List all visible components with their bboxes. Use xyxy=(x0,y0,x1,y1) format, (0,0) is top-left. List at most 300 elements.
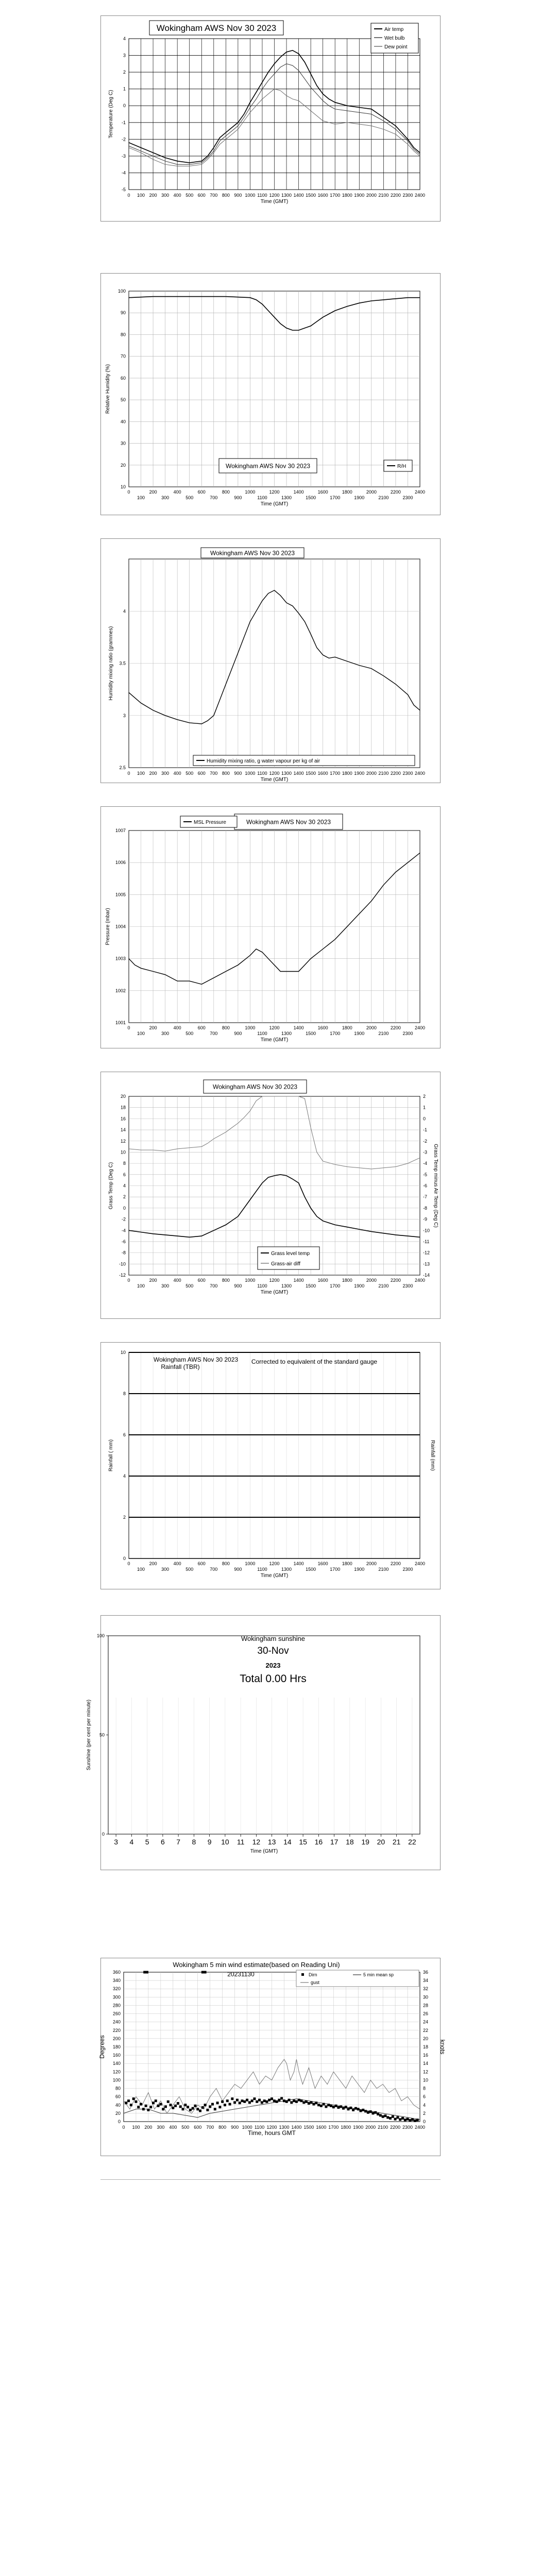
direction-point xyxy=(312,2103,315,2106)
x-tick-label: 1600 xyxy=(317,1278,328,1283)
x-tick-label: 400 xyxy=(173,1278,181,1283)
y-tick-label: 1 xyxy=(123,86,126,92)
direction-point xyxy=(354,2107,357,2110)
x-tick-label: 16 xyxy=(314,1838,323,1846)
x-tick-label: 2100 xyxy=(378,495,389,500)
direction-point xyxy=(147,2109,149,2111)
x-tick-label: 0 xyxy=(127,489,130,495)
direction-point xyxy=(357,2108,360,2110)
x-tick-label: 1200 xyxy=(269,1025,280,1030)
x-tick-label: 1700 xyxy=(330,193,341,198)
y-tick-label: 1005 xyxy=(115,892,126,897)
y-tick-label: 260 xyxy=(112,2011,121,2016)
x-tick-label: 9 xyxy=(207,1838,212,1846)
x-axis-label: Time (GMT) xyxy=(260,777,289,783)
x-tick-label: 100 xyxy=(132,2125,140,2130)
x-tick-label: 800 xyxy=(222,193,230,198)
x-tick-label: 1200 xyxy=(269,771,280,776)
direction-point xyxy=(239,2102,241,2104)
direction-point xyxy=(340,2106,342,2108)
x-tick-label: 1000 xyxy=(245,1561,256,1566)
y-tick-label-right: 2 xyxy=(423,2110,426,2116)
x-tick-label: 1700 xyxy=(330,1283,341,1289)
y-tick-label: 12 xyxy=(120,1138,126,1144)
y-tick-label: 6 xyxy=(123,1432,126,1437)
x-tick-label: 100 xyxy=(137,1031,145,1036)
direction-point xyxy=(300,2099,303,2102)
y-tick-label: 8 xyxy=(123,1161,126,1166)
direction-point xyxy=(295,2100,298,2103)
y-tick-label: 20 xyxy=(120,462,126,468)
x-axis-label: Time (GMT) xyxy=(260,1290,289,1295)
y-tick-label-right: 10 xyxy=(423,2077,429,2083)
direction-point xyxy=(325,2106,327,2108)
x-tick-label: 1700 xyxy=(330,771,341,776)
direction-point xyxy=(399,2118,401,2121)
y-tick-label: 280 xyxy=(112,2003,121,2008)
x-tick-label: 200 xyxy=(144,2125,153,2130)
y-tick-label-right: -9 xyxy=(423,1216,428,1222)
x-tick-label: 700 xyxy=(210,1567,218,1572)
x-tick-label: 1400 xyxy=(293,1025,304,1030)
y-axis-label: Relative Humidity (%) xyxy=(105,364,111,414)
x-tick-label: 6 xyxy=(160,1838,165,1846)
legend-label: Grass level temp xyxy=(271,1251,310,1257)
x-tick-label: 300 xyxy=(161,1283,170,1289)
direction-point xyxy=(360,2110,362,2112)
x-tick-label: 2000 xyxy=(366,489,377,495)
x-tick-label: 1600 xyxy=(317,771,328,776)
direction-point xyxy=(187,2106,189,2108)
direction-point xyxy=(278,2099,280,2102)
direction-point xyxy=(401,2117,404,2120)
x-tick-label: 2300 xyxy=(402,2125,413,2130)
x-tick-label: 17 xyxy=(330,1838,339,1846)
x-tick-label: 1500 xyxy=(306,1031,316,1036)
x-tick-label: 500 xyxy=(185,495,194,500)
legend-label: gust xyxy=(311,1980,320,1985)
direction-point xyxy=(192,2107,194,2110)
x-tick-label: 100 xyxy=(137,193,145,198)
y-tick-label-right: -5 xyxy=(423,1172,428,1177)
y-axis-label: Temperature (Deg C) xyxy=(108,90,114,139)
direction-point xyxy=(352,2109,354,2111)
y-tick-label-right: -6 xyxy=(423,1183,428,1189)
x-tick-label: 500 xyxy=(185,193,194,198)
chart-title: Wokingham AWS Nov 30 2023 xyxy=(246,818,331,826)
x-tick-label: 600 xyxy=(197,193,206,198)
x-tick-label: 100 xyxy=(137,1283,145,1289)
y-tick-label: 30 xyxy=(120,440,126,446)
x-tick-label: 700 xyxy=(210,1031,218,1036)
y-tick-label-right: 24 xyxy=(423,2019,429,2025)
x-tick-label: 2400 xyxy=(414,1561,426,1566)
direction-point xyxy=(302,2101,305,2104)
legend-label: 5 min mean sp xyxy=(363,1972,394,1977)
direction-point xyxy=(125,2102,127,2104)
x-tick-label: 1600 xyxy=(317,1561,328,1566)
y-tick-label: 14 xyxy=(120,1127,126,1133)
y-tick-label: 160 xyxy=(112,2053,121,2058)
x-tick-label: 2100 xyxy=(378,2125,388,2130)
x-tick-label: 1800 xyxy=(342,489,352,495)
y-tick-label: -12 xyxy=(119,1273,126,1278)
x-tick-label: 1200 xyxy=(269,193,280,198)
x-tick-label: 15 xyxy=(299,1838,307,1846)
direction-point xyxy=(330,2105,332,2107)
direction-point xyxy=(145,2105,147,2107)
direction-point xyxy=(305,2100,308,2103)
y-tick-label: 0 xyxy=(123,103,126,109)
y-tick-label-right: -7 xyxy=(423,1194,428,1200)
y-tick-label: 80 xyxy=(120,332,126,337)
x-tick-label: 500 xyxy=(181,2125,190,2130)
x-tick-label: 1900 xyxy=(354,1031,365,1036)
y-tick-label: 3 xyxy=(123,713,126,718)
y-tick-label-right: -12 xyxy=(423,1250,430,1256)
y-tick-label-right: -14 xyxy=(423,1273,430,1278)
direction-point xyxy=(364,2110,367,2112)
direction-point xyxy=(143,1971,146,1974)
x-tick-label: 1600 xyxy=(317,193,328,198)
chart-title: Wokingham sunshine xyxy=(241,1635,306,1642)
y-tick-label-right: -4 xyxy=(423,1161,428,1166)
direction-point xyxy=(298,2099,300,2102)
y-tick-label-right: 14 xyxy=(423,2061,429,2066)
y-tick-label: -5 xyxy=(121,187,126,192)
y-tick-label: -8 xyxy=(121,1250,126,1256)
direction-point xyxy=(283,2099,285,2102)
y-tick-label-right: 18 xyxy=(423,2044,429,2049)
direction-point xyxy=(386,2116,389,2119)
direction-point xyxy=(172,2107,174,2109)
y-tick-label-right: 36 xyxy=(423,1970,429,1975)
x-tick-label: 300 xyxy=(161,1031,170,1036)
x-axis-label: Time (GMT) xyxy=(260,199,289,205)
direction-point xyxy=(233,2101,236,2104)
x-tick-label: 300 xyxy=(161,771,170,776)
direction-point xyxy=(164,2106,167,2108)
chart-title: Wokingham 5 min wind estimate(based on Reading Uni) xyxy=(173,1961,340,1969)
direction-point xyxy=(224,2104,226,2106)
x-tick-label: 1500 xyxy=(306,193,316,198)
direction-point xyxy=(149,2106,152,2108)
y-tick-label-right: 30 xyxy=(423,1994,429,2000)
direction-point xyxy=(194,2105,196,2107)
x-tick-label: 1300 xyxy=(281,193,292,198)
x-tick-label: 300 xyxy=(157,2125,165,2130)
direction-point xyxy=(159,2103,162,2106)
x-tick-label: 1100 xyxy=(257,1031,267,1036)
x-tick-label: 1200 xyxy=(269,1561,280,1566)
y-tick-label-right: -8 xyxy=(423,1205,428,1211)
x-tick-label: 900 xyxy=(234,1031,242,1036)
direction-point xyxy=(137,2106,140,2108)
y-tick-label: 70 xyxy=(120,353,126,359)
x-tick-label: 200 xyxy=(149,193,157,198)
direction-point xyxy=(263,2099,266,2102)
x-tick-label: 2400 xyxy=(414,1025,426,1030)
y-tick-label-right: 28 xyxy=(423,2003,429,2008)
y-tick-label: 4 xyxy=(123,608,126,614)
x-tick-label: 400 xyxy=(173,489,181,495)
direction-point xyxy=(323,2103,325,2106)
direction-point xyxy=(371,2112,374,2114)
direction-point xyxy=(261,2101,263,2104)
direction-point xyxy=(214,2108,216,2110)
x-tick-label: 2000 xyxy=(366,771,377,776)
direction-point xyxy=(231,2097,233,2100)
y-tick-label-right: 32 xyxy=(423,1986,429,1992)
y-tick-label-right: -1 xyxy=(423,1127,428,1133)
y-tick-label: 18 xyxy=(120,1105,126,1110)
y-tick-label: -4 xyxy=(121,1228,126,1233)
y-tick-label: 240 xyxy=(112,2019,121,2025)
direction-point xyxy=(162,2108,164,2110)
x-tick-label: 1200 xyxy=(266,2125,277,2130)
y-tick-label: 90 xyxy=(120,310,126,316)
x-tick-label: 1100 xyxy=(254,2125,265,2130)
x-tick-label: 1400 xyxy=(293,489,304,495)
y-tick-label: 120 xyxy=(112,2069,121,2075)
x-tick-label: 1300 xyxy=(281,1567,292,1572)
direction-point xyxy=(332,2106,335,2108)
x-tick-label: 1900 xyxy=(353,2125,364,2130)
y-tick-label: 180 xyxy=(112,2044,121,2049)
x-tick-label: 600 xyxy=(197,771,206,776)
chart-title: Wokingham AWS Nov 30 2023 xyxy=(212,1083,298,1091)
direction-point xyxy=(201,1971,204,1974)
x-tick-label: 2300 xyxy=(402,1567,413,1572)
x-tick-label: 1900 xyxy=(354,1567,365,1572)
y-axis-label: Pressure (mbar) xyxy=(105,908,111,945)
x-tick-label: 0 xyxy=(127,193,130,198)
direction-point xyxy=(288,2099,291,2102)
x-tick-label: 1400 xyxy=(291,2125,302,2130)
legend-label: Dirn xyxy=(309,1972,317,1977)
x-tick-label: 2400 xyxy=(414,1278,426,1283)
x-tick-label: 2000 xyxy=(365,2125,376,2130)
x-tick-label: 2100 xyxy=(378,193,389,198)
x-axis-label: Time (GMT) xyxy=(250,1849,278,1854)
direction-point xyxy=(367,2111,369,2114)
x-tick-label: 1100 xyxy=(257,1283,267,1289)
x-tick-label: 1300 xyxy=(279,2125,290,2130)
y-tick-label-right: 1 xyxy=(423,1105,426,1110)
legend-label: Grass-air diff xyxy=(271,1261,301,1267)
y-tick-label: -2 xyxy=(121,1216,126,1222)
direction-point xyxy=(179,2106,182,2108)
y-axis-label-right: Grass Temp minus Air Temp (Deg C) xyxy=(433,1144,438,1228)
x-axis-label: Time (GMT) xyxy=(260,501,289,507)
direction-point xyxy=(310,2101,313,2104)
x-tick-label: 2200 xyxy=(390,771,401,776)
x-tick-label: 1800 xyxy=(342,771,352,776)
x-tick-label: 200 xyxy=(149,489,157,495)
direction-point xyxy=(392,2115,394,2118)
x-tick-label: 4 xyxy=(129,1838,134,1846)
x-tick-label: 1000 xyxy=(245,1278,256,1283)
x-axis-label: Time, hours GMT xyxy=(248,2129,296,2137)
x-tick-label: 0 xyxy=(127,771,130,776)
x-tick-label: 800 xyxy=(222,1278,230,1283)
direction-point xyxy=(241,2099,244,2102)
x-tick-label: 900 xyxy=(231,2125,239,2130)
direction-point xyxy=(204,1971,207,1974)
x-tick-label: 2000 xyxy=(366,193,377,198)
y-axis-label: Rainfall ( mm) xyxy=(108,1439,114,1472)
direction-point xyxy=(335,2105,337,2107)
direction-point xyxy=(384,2114,386,2117)
y-tick-label: -2 xyxy=(121,137,126,142)
y-tick-label-right: 12 xyxy=(423,2069,429,2075)
x-tick-label: 700 xyxy=(210,771,218,776)
y-tick-label: 360 xyxy=(112,1970,121,1975)
y-tick-label: 100 xyxy=(112,2077,121,2083)
x-tick-label: 1700 xyxy=(328,2125,339,2130)
x-tick-label: 14 xyxy=(283,1838,292,1846)
x-tick-label: 1700 xyxy=(330,495,341,500)
x-tick-label: 900 xyxy=(234,1567,242,1572)
x-tick-label: 1900 xyxy=(354,495,365,500)
x-tick-label: 1300 xyxy=(281,771,292,776)
x-tick-label: 2300 xyxy=(402,193,413,198)
direction-point xyxy=(204,2104,207,2106)
y-tick-label: 2 xyxy=(123,1194,126,1200)
y-tick-label: 4 xyxy=(123,1183,126,1189)
x-tick-label: 2100 xyxy=(378,771,389,776)
x-tick-label: 3 xyxy=(114,1838,119,1846)
x-tick-label: 700 xyxy=(210,1283,218,1289)
y-tick-label: 50 xyxy=(120,397,126,403)
x-tick-label: 1600 xyxy=(316,2125,327,2130)
x-tick-label: 1100 xyxy=(257,1567,267,1572)
y-tick-label-right: -3 xyxy=(423,1149,428,1155)
direction-point xyxy=(374,2111,377,2114)
x-tick-label: 2100 xyxy=(378,1283,389,1289)
x-tick-label: 2300 xyxy=(402,1283,413,1289)
y-tick-label: 200 xyxy=(112,2036,121,2041)
x-tick-label: 7 xyxy=(176,1838,181,1846)
y-tick-label-right: 4 xyxy=(423,2102,426,2108)
direction-point xyxy=(396,2116,399,2119)
y-tick-label: 140 xyxy=(112,2061,121,2066)
direction-point xyxy=(199,2110,201,2112)
x-tick-label: 2300 xyxy=(402,495,413,500)
x-tick-label: 100 xyxy=(137,495,145,500)
x-tick-label: 1000 xyxy=(245,489,256,495)
y-tick-label-right: -11 xyxy=(423,1239,430,1244)
direction-point xyxy=(146,1971,148,1974)
y-tick-label-right: 34 xyxy=(423,1978,429,1984)
direction-point xyxy=(382,2115,384,2118)
x-tick-label: 200 xyxy=(149,1025,157,1030)
y-tick-label: -10 xyxy=(119,1261,126,1267)
direction-point xyxy=(270,2097,273,2100)
y-tick-label: 0 xyxy=(123,1556,126,1561)
x-tick-label: 2200 xyxy=(390,193,401,198)
direction-point xyxy=(265,2100,268,2103)
x-tick-label: 1000 xyxy=(245,193,256,198)
y-tick-label-right: 6 xyxy=(423,2094,426,2099)
y-tick-label-right: 0 xyxy=(423,2119,426,2124)
y-tick-label: 10 xyxy=(120,484,126,489)
direction-point xyxy=(345,2106,347,2108)
chart-total: Total 0.00 Hrs xyxy=(240,1673,307,1685)
direction-point xyxy=(337,2106,340,2109)
x-tick-label: 2400 xyxy=(414,2125,426,2130)
x-tick-label: 1500 xyxy=(306,495,316,500)
x-tick-label: 2100 xyxy=(378,1031,389,1036)
x-tick-label: 1800 xyxy=(342,193,352,198)
x-tick-label: 1400 xyxy=(293,771,304,776)
x-tick-label: 21 xyxy=(392,1838,401,1846)
y-tick-label-right: -2 xyxy=(423,1138,428,1144)
x-tick-label: 2200 xyxy=(390,2125,401,2130)
x-tick-label: 2200 xyxy=(390,1025,401,1030)
direction-point xyxy=(308,2102,310,2105)
direction-point xyxy=(134,2100,137,2103)
x-tick-label: 1900 xyxy=(354,771,365,776)
direction-point xyxy=(206,2109,209,2111)
direction-point xyxy=(196,2108,199,2110)
y-tick-label-right: 22 xyxy=(423,2027,429,2033)
direction-point xyxy=(142,2108,145,2110)
y-tick-label: 1001 xyxy=(115,1020,126,1025)
direction-point xyxy=(251,2099,253,2102)
x-tick-label: 1500 xyxy=(306,1283,316,1289)
chart-title: Wokingham AWS Nov 30 2023 xyxy=(156,23,277,33)
chart-subtitle: Rainfall (TBR) xyxy=(161,1363,200,1370)
direction-point xyxy=(152,2102,155,2104)
x-tick-label: 1600 xyxy=(317,1025,328,1030)
x-tick-label: 1300 xyxy=(281,1283,292,1289)
legend-label: R/H xyxy=(397,464,407,469)
x-tick-label: 1000 xyxy=(245,771,256,776)
x-tick-label: 1800 xyxy=(342,1025,352,1030)
x-tick-label: 900 xyxy=(234,1283,242,1289)
x-tick-label: 1500 xyxy=(303,2125,314,2130)
y-tick-label: 20 xyxy=(120,1094,126,1099)
y-axis-label-right: knots xyxy=(439,2039,446,2055)
y-tick-label: -1 xyxy=(121,120,126,125)
x-tick-label: 2400 xyxy=(414,489,426,495)
x-tick-label: 2200 xyxy=(390,1561,401,1566)
y-tick-label: -3 xyxy=(121,153,126,159)
direction-point xyxy=(221,2100,224,2103)
direction-point xyxy=(327,2104,330,2106)
direction-point xyxy=(258,2099,261,2102)
y-axis-label: Grass Temp (Deg C) xyxy=(108,1162,114,1210)
y-tick-label: 4 xyxy=(123,36,126,41)
x-tick-label: 1100 xyxy=(257,495,267,500)
x-tick-label: 2400 xyxy=(414,193,426,198)
x-tick-label: 700 xyxy=(210,495,218,500)
y-tick-label-right: 16 xyxy=(423,2053,429,2058)
legend-label: Air temp xyxy=(384,27,404,32)
chart-title: Wokingham AWS Nov 30 2023 xyxy=(210,549,295,557)
y-tick-label: 4 xyxy=(123,1473,126,1479)
direction-point xyxy=(379,2114,382,2116)
y-tick-label: 1002 xyxy=(115,988,126,993)
legend-label: Dew point xyxy=(384,44,408,50)
y-tick-label: 8 xyxy=(123,1391,126,1396)
direction-point xyxy=(157,2105,160,2107)
x-tick-label: 200 xyxy=(149,1278,157,1283)
x-tick-label: 800 xyxy=(222,1561,230,1566)
y-tick-label: 100 xyxy=(117,289,126,294)
direction-point xyxy=(132,2097,135,2100)
